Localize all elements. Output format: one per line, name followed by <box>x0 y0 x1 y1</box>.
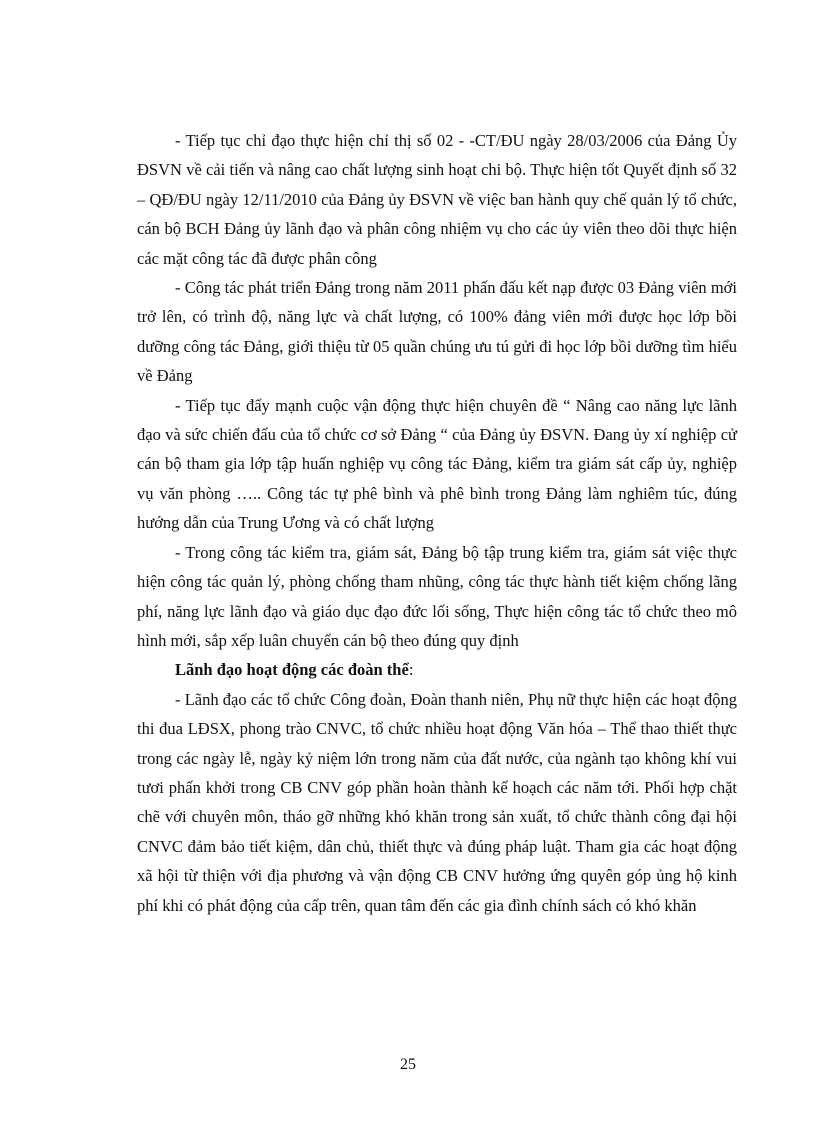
document-body <box>137 126 737 920</box>
paragraph-campaign: - Tiếp tục đẩy mạnh cuộc vận động thực hiện chuyên đề “ Nâng cao năng lực lãnh đạo và sức chiến đấu của tổ chức cơ sở Đảng “ của Đảng ủy ĐSVN. Đang ủy xí nghiệp cử cán bộ tham gia lớp tập huấn nghiệp vụ công tác Đảng, kiểm tra giám sát cấp ủy, nghiệp vụ văn phòng ….. Công tác tự phê bình và phê bình trong Đảng làm nghiêm túc, đúng hướng dẫn của Trung Ương và có chất lượng <box>137 395 737 533</box>
paragraph-inspection: - Trong công tác kiểm tra, giám sát, Đảng bộ tập trung kiểm tra, giám sát việc thực hiện công tác quản lý, phòng chống tham nhũng, công tác thực hành tiết kiệm chống lãng phí, năng lực lãnh đạo và giáo dục đạo đức lối sống, Thực hiện công tác tổ chức theo mô hình mới, sắp xếp luân chuyển cán bộ theo đúng quy định <box>137 542 737 650</box>
paragraph-party-directive: - Tiếp tục chỉ đạo thực hiện chỉ thị số 02 - -CT/ĐU ngày 28/03/2006 của Đảng Ủy ĐSVN về cải tiến và nâng cao chất lượng sinh hoạt chi bộ. Thực hiện tốt Quyết định số 32 – QĐ/ĐU ngày 12/11/2010 của Đảng ủy ĐSVN về việc ban hành quy chế quản lý tổ chức, cán bộ BCH Đảng ủy lãnh đạo và phân công nhiệm vụ cho các ủy viên theo dõi thực hiện các mặt công tác đã được phân công <box>137 131 737 268</box>
section-heading-text: Lãnh đạo hoạt động các đoàn thể <box>175 660 409 680</box>
section-heading <box>137 655 737 684</box>
page-number: 25 <box>400 1056 416 1073</box>
paragraph-mass-organizations: - Lãnh đạo các tổ chức Công đoàn, Đoàn thanh niên, Phụ nữ thực hiện các hoạt động thi đua LĐSX, phong trào CNVC, tổ chức nhiều hoạt động Văn hóa – Thể thao thiết thực trong các ngày lễ, ngày kỷ niệm lớn trong năm của đất nước, của ngành tạo không khí vui tươi phấn khởi trong CB CNV góp phần hoàn thành kế hoạch các năm tới. Phối hợp chặt chẽ với chuyên môn, tháo gỡ những khó khăn trong sản xuất, tổ chức thành công đại hội CNVC đảm bảo tiết kiệm, dân chủ, thiết thực và đúng pháp luật. Tham gia các hoạt động xã hội từ thiện với địa phương và vận động CB CNV hưởng ứng quyên góp ủng hộ kinh phí khi có phát động của cấp trên, quan tâm đến các gia đình chính sách có khó khăn <box>137 689 737 915</box>
paragraph-party-development: - Công tác phát triển Đảng trong năm 2011 phấn đấu kết nạp được 03 Đảng viên mới trở lên, có trình độ, năng lực và chất lượng, có 100% đảng viên mới được học lớp bồi dưỡng công tác Đảng, giới thiệu từ 05 quần chúng ưu tú gửi đi học lớp bồi dưỡng tìm hiểu về Đảng <box>137 278 737 386</box>
section-heading-colon: : <box>408 660 414 680</box>
